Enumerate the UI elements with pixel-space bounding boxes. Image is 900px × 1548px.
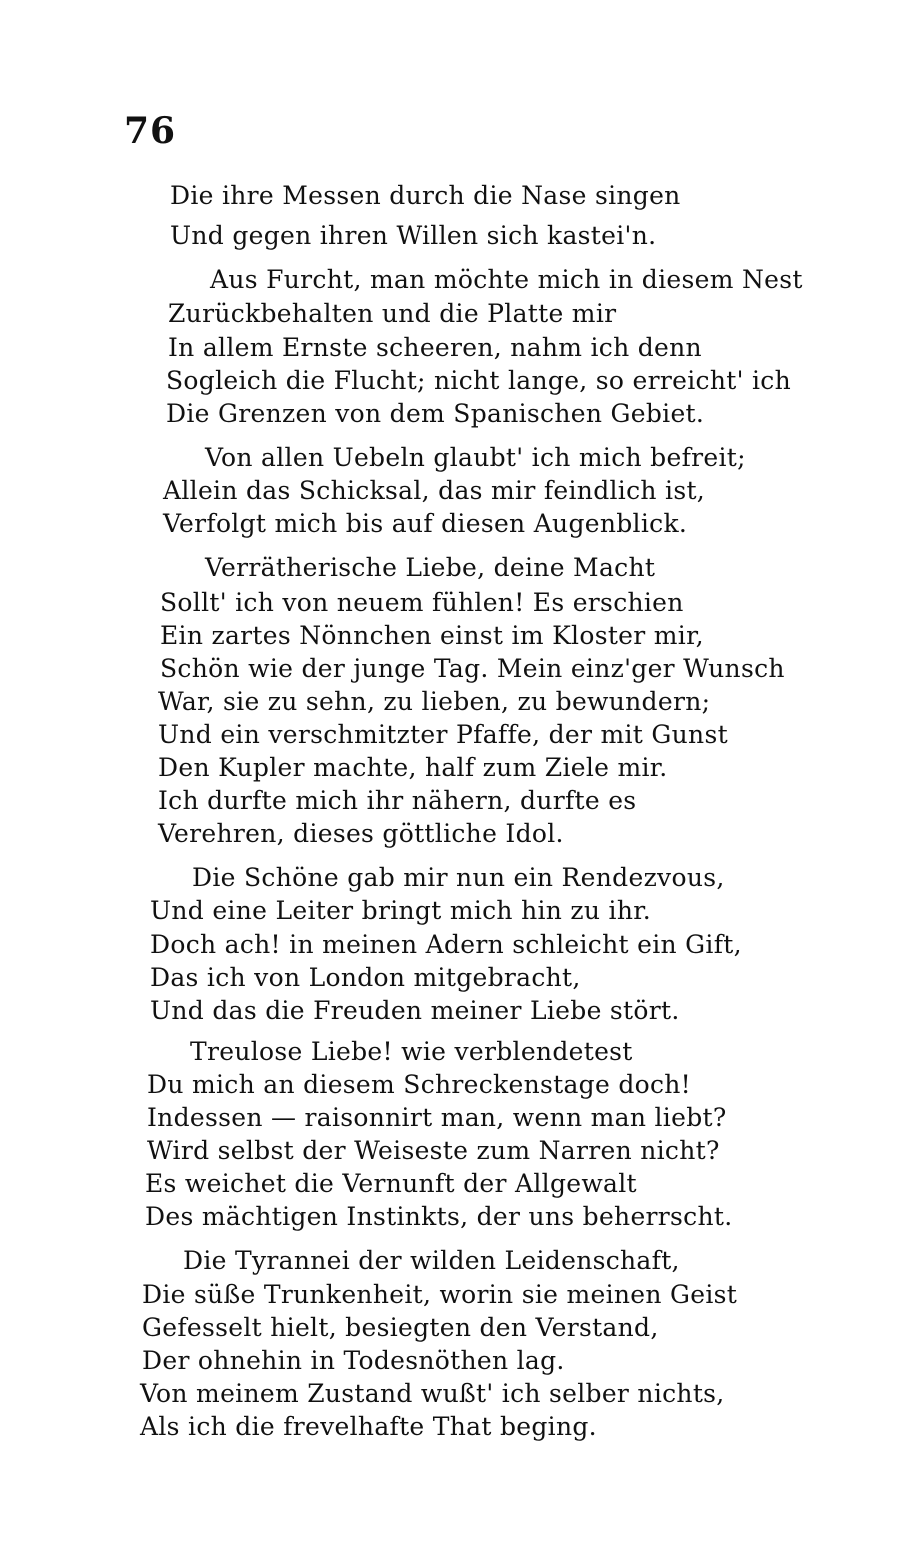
poem-line: Aus Furcht, man möchte mich in diesem Nest	[210, 265, 803, 294]
poem-line: Der ohnehin in Todesnöthen lag.	[142, 1346, 565, 1375]
poem-line: Du mich an diesem Schreckenstage doch!	[147, 1070, 692, 1099]
poem-line: Gefesselt hielt, besiegten den Verstand,	[142, 1313, 659, 1342]
page-number: 76	[124, 110, 177, 152]
poem-line: Es weichet die Vernunft der Allgewalt	[145, 1169, 637, 1198]
poem-line: Schön wie der junge Tag. Mein einz'ger Wunsch	[160, 654, 785, 683]
poem-line: Und gegen ihren Willen sich kastei'n.	[170, 221, 657, 250]
poem-line: Und das die Freuden meiner Liebe stört.	[150, 996, 680, 1025]
poem-line: Doch ach! in meinen Adern schleicht ein Gift,	[150, 930, 742, 959]
poem-line: Allein das Schicksal, das mir feindlich ist,	[163, 476, 706, 505]
poem-line: War, sie zu sehn, zu lieben, zu bewundern;	[158, 687, 711, 716]
poem-line: Wird selbst der Weiseste zum Narren nicht?	[147, 1136, 720, 1165]
poem-line: Von meinem Zustand wußt' ich selber nichts,	[140, 1379, 725, 1408]
poem-line: Das ich von London mitgebracht,	[150, 963, 581, 992]
poem-line: Den Kupler machte, half zum Ziele mir.	[158, 753, 668, 782]
poem-line: Die süße Trunkenheit, worin sie meinen Geist	[142, 1280, 738, 1309]
poem-line: Die Schöne gab mir nun ein Rendezvous,	[192, 863, 725, 892]
poem-line: Und eine Leiter bringt mich hin zu ihr.	[150, 896, 651, 925]
poem-line: Verfolgt mich bis auf diesen Augenblick.	[163, 509, 688, 538]
poem-line: Sogleich die Flucht; nicht lange, so erreicht' ich	[166, 366, 791, 395]
poem-line: Indessen — raisonnirt man, wenn man liebt?	[147, 1103, 727, 1132]
poem-line: In allem Ernste scheeren, nahm ich denn	[168, 333, 702, 362]
poem-line: Ich durfte mich ihr nähern, durfte es	[158, 786, 637, 815]
poem-line: Und ein verschmitzter Pfaffe, der mit Gunst	[158, 720, 728, 749]
poem-line: Treulose Liebe! wie verblendetest	[190, 1037, 633, 1066]
poem-line: Die Grenzen von dem Spanischen Gebiet.	[166, 399, 705, 428]
poem-line: Die ihre Messen durch die Nase singen	[170, 181, 681, 210]
poem-line: Sollt' ich von neuem fühlen! Es erschien	[160, 588, 684, 617]
poem-line: Des mächtigen Instinkts, der uns beherrscht.	[145, 1202, 733, 1231]
poem-line: Die Tyrannei der wilden Leidenschaft,	[183, 1246, 680, 1275]
poem-line: Verrätherische Liebe, deine Macht	[205, 553, 656, 582]
poem-line: Verehren, dieses göttliche Idol.	[158, 819, 564, 848]
poem-line: Ein zartes Nönnchen einst im Kloster mir,	[160, 621, 704, 650]
poem-line: Zurückbehalten und die Platte mir	[168, 299, 617, 328]
poem-line: Von allen Uebeln glaubt' ich mich befreit;	[205, 443, 746, 472]
poem-line: Als ich die frevelhafte That beging.	[140, 1412, 597, 1441]
